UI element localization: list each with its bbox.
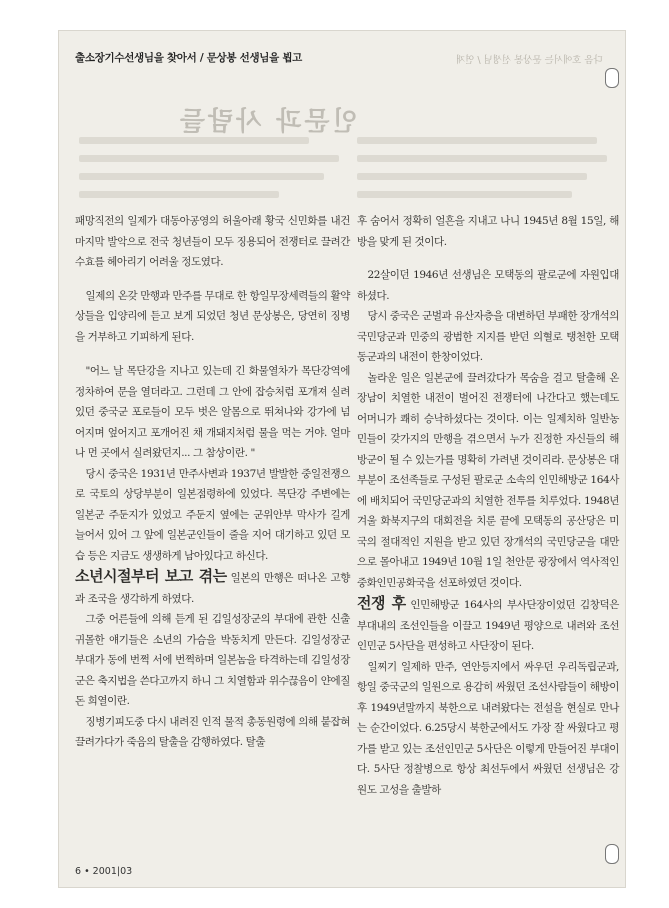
paragraph: 일제의 온갖 만행과 만주를 무대로 한 항일무장세력들의 활약상들을 입양리에 듣고 보게 되었던 청년 문상봉은, 당연히 징병을 거부하고 기피하게 된다. bbox=[75, 289, 350, 343]
paragraph: 일찌기 일제하 만주, 연안등지에서 싸우던 우리독립군과, 항일 중국군의 일원으로 용감히 싸웠던 조선사람들이 해방이후 1949년말까지 북한으로 내려왔다는 전설을 현실로 만나는 순간이었다. 6.25당시 북한군에서도 가장 잘 싸웠다고 평가를 받고 있는 조선인민군 5사단은 이렇게 만들어진 부대이다. 5사단 정찰병으로 항상 최선두에서 싸웠던 선생님은 강원도 고성을 출발하 bbox=[357, 660, 619, 796]
left-column bbox=[75, 211, 350, 753]
bleed-line bbox=[79, 155, 339, 162]
paragraph: 그중 어른들에 의해 듣게 된 김일성장군의 부대에 관한 신출귀몰한 얘기들은 소년의 가슴을 박동치게 만든다. 김일성장군 부대가 동에 번쩍 서에 번쩍하며 일본놈을 타격하는데 김일성장군은 축지법을 쓴다고까지 하니 그 치열함과 위수끊음이 얀에질돈 희열이란. bbox=[75, 613, 350, 707]
bleed-through-title: 인문과 사람들 bbox=[177, 107, 358, 137]
bleed-line bbox=[79, 173, 324, 180]
paragraph: 22살이던 1946년 선생님은 모택동의 팔로군에 자원입대 하셨다. bbox=[357, 269, 619, 302]
bleed-line bbox=[357, 191, 572, 198]
right-column bbox=[357, 211, 619, 800]
binder-ring-icon bbox=[605, 844, 619, 864]
magazine-page bbox=[58, 30, 626, 888]
paragraph: 당시 중국은 군벌과 유산자층을 대변하던 부패한 장개석의 국민당군과 민중의 광범한 지지를 받던 의혈로 탱천한 모택동군과의 내전이 한창이었다. bbox=[357, 310, 619, 363]
paragraph: 후 숨어서 정확히 얼흔을 지내고 나니 1945년 8월 15일, 해방을 맞게 된 것이다. bbox=[357, 215, 619, 248]
section-lead-rest: 인민해방군 164사의 부사단장이었던 김창덕은 부대내의 조선인들을 이끌고 1949년 평양으로 내려와 조선인민군 5사단을 편성하고 사단장이 된다. bbox=[357, 599, 619, 652]
section-lead-paragraph bbox=[75, 566, 350, 609]
quote-paragraph: "어느 날 목단강을 지나고 있는데 긴 화물열차가 목단강역에 정차하여 문을 열더라고. 그런데 그 안에 잡승처럼 포개져 실려있던 중국군 포로들이 모두 벗은 알몸으로 뛰쳐나와 강가에 넘어지며 엎어지고 포개어진 채 개돼지처럼 물을 먹는 거야. 얼마나 먼 곳에서 실려왔던지... 그 참상이란. " bbox=[75, 365, 350, 459]
bleed-line bbox=[79, 191, 279, 198]
paragraph: 당시 중국은 1931년 만주사변과 1937년 발발한 중일전쟁으로 국토의 상당부분이 일본점령하에 있었다. 목단강 주변에는 일본군 주둔지가 있었고 주둔지 옆에는 군위안부 막사가 길게 늘어서 있어 그 앞에 일본군인들이 줄을 지어 대기하고 있던 모습 등은 지금도 생생하게 남아있다고 하신다. bbox=[75, 467, 350, 562]
paragraph: 놀라운 일은 일본군에 끌려갔다가 목숨을 걸고 탈출해 온 장남이 치열한 내전이 벌어진 전쟁터에 나간다고 했는데도 어머니가 쾌히 승낙하셨다는 것이다. 이는 일제치하 일반농민들이 갖가지의 만행을 겪으면서 누가 진정한 자신들의 해방군이 될 수 있는가를 명확히 가려낸 것이리라. 문상봉은 대부분이 조선족들로 구성된 팔로군 소속의 인민해방군 164사에 배치되어 국민당군과의 치열한 전투를 치루었다. 1948년 겨울 화북지구의 대회전을 치룬 끝에 모택동의 공산당은 미국의 절대적인 지원을 받고 있던 장개석의 국민당군을 대만으로 몰아내고 1949년 10월 1일 천안문 광장에서 역사적인 중화인민공화국을 선포하였던 것이다. bbox=[357, 371, 619, 589]
section-lead: 소년시절부터 보고 겪는 bbox=[75, 567, 227, 585]
bleed-line bbox=[357, 173, 587, 180]
section-lead-paragraph bbox=[357, 593, 619, 657]
paragraph: 징병기피도중 다시 내려진 인적 물적 총동원령에 의해 붙잡혀 끌려가다가 죽음의 탈출을 감행하였다. 탈출 bbox=[75, 715, 350, 748]
bleed-through-area bbox=[67, 93, 609, 203]
bleed-through-header: 다음 호에서는 문상봉 선생님 / 연재 bbox=[456, 55, 603, 66]
running-header: 출소장기수선생님을 찾아서 / 문상봉 선생님을 뵙고 bbox=[75, 52, 303, 64]
page-footer: 6 • 2001|03 bbox=[75, 866, 133, 877]
bleed-line bbox=[79, 137, 309, 144]
section-lead-rest: 일본의 만행은 떠나온 고향과 조국을 생각하게 하였다. bbox=[75, 572, 350, 605]
section-lead: 전쟁 후 bbox=[357, 594, 406, 612]
binder-ring-icon bbox=[605, 68, 619, 88]
bleed-line bbox=[357, 155, 607, 162]
bleed-line bbox=[357, 137, 597, 144]
paragraph: 패망직전의 일제가 대동아공영의 허울아래 황국 신민화를 내건 마지막 발악으로 전국 청년들이 모두 징용되어 전쟁터로 끌려간 수효를 헤아리기 어려울 정도였다. bbox=[75, 215, 350, 268]
